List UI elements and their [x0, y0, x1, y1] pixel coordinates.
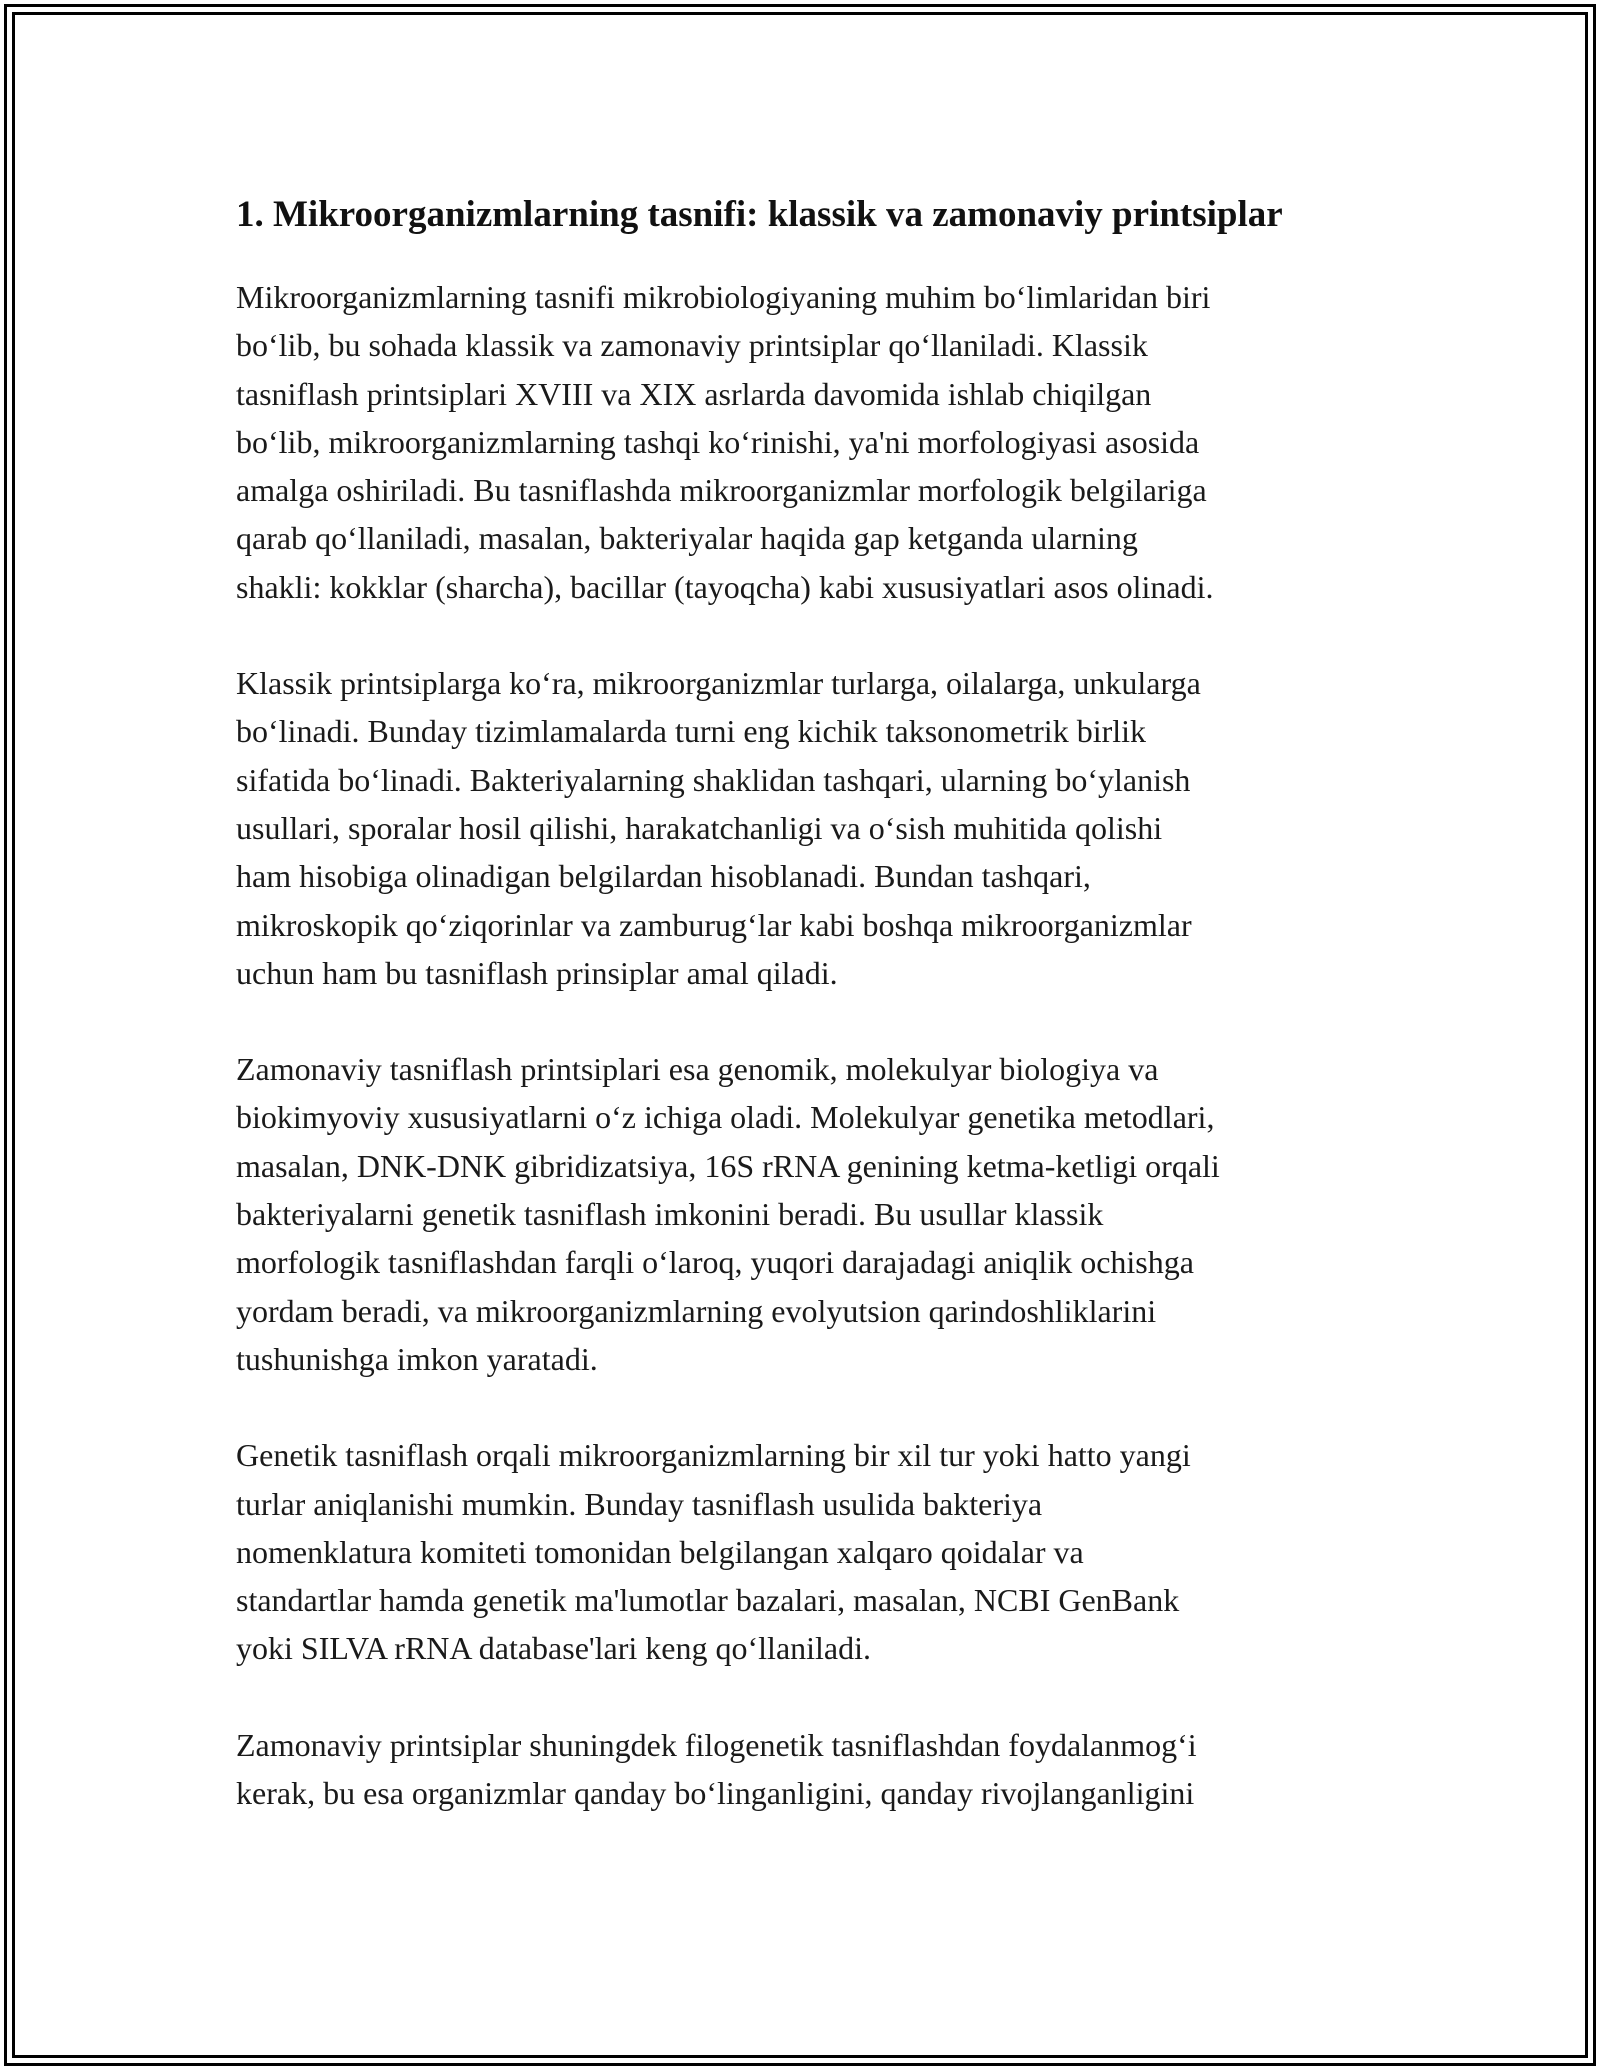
section-title: 1. Mikroorganizmlarning tasnifi: klassik va zamonaviy printsiplar: [236, 194, 1283, 235]
paragraph-5: Zamonaviy printsiplar shuningdek filogenetik tasniflashdan foydalanmog‘i kerak, bu esa organizmlar qanday bo‘linganligini, qanday rivojlanganligini: [236, 1726, 1197, 1812]
paragraph-4: Genetik tasniflash orqali mikroorganizmlarning bir xil tur yoki hatto yangi turlar aniqlanishi mumkin. Bunday tasniflash usulida bakteriya nomenklatura komiteti tomonidan belgilangan xalqaro qoidalar va standartlar hamda genetik ma'lumotlar bazalari, masalan, NCBI GenBank yoki SILVA rRNA database'lari keng qo‘llaniladi.: [236, 1437, 1191, 1667]
paragraph-3: Zamonaviy tasniflash printsiplari esa genomik, molekulyar biologiya va biokimyoviy xususiyatlarni o‘z ichiga oladi. Molekulyar genetika metodlari, masalan, DNK-DNK gibridizatsiya, 16S rRNA genining ketma-ketligi orqali bakteriyalarni genetik tasniflash imkonini beradi. Bu usullar klassik morfologik tasniflashdan farqli o‘laroq, yuqori darajadagi aniqlik ochishga yordam beradi, va mikroorganizmlarning evolyutsion qarindoshliklarini tushunishga imkon yaratadi.: [236, 1051, 1220, 1377]
paragraph-2: Klassik printsiplarga ko‘ra, mikroorganizmlar turlarga, oilalarga, unkularga bo‘linadi. Bunday tizimlamalarda turni eng kichik taksonometrik birlik sifatida bo‘linadi. Bakteriyalarning shaklidan tashqari, ularning bo‘ylanish usullari, sporalar hosil qilishi, harakatchanligi va o‘sish muhitida qolishi ham hisobiga olinadigan belgilardan hisoblanadi. Bundan tashqari, mikroskopik qo‘ziqorinlar va zamburug‘lar kabi boshqa mikroorganizmlar uchun ham bu tasniflash prinsiplar amal qiladi.: [236, 665, 1201, 991]
paragraph-1: Mikroorganizmlarning tasnifi mikrobiologiyaning muhim bo‘limlaridan biri bo‘lib, bu sohada klassik va zamonaviy printsiplar qo‘llaniladi. Klassik tasniflash printsiplari XVIII va XIX asrlarda davomida ishlab chiqilgan bo‘lib, mikroorganizmlarning tashqi ko‘rinishi, ya'ni morfologiyasi asosida amalga oshiriladi. Bu tasniflashda mikroorganizmlar morfologik belgilariga qarab qo‘llaniladi, masalan, bakteriyalar haqida gap ketganda ularning shakli: kokklar (sharcha), bacillar (tayoqcha) kabi xususiyatlari asos olinadi.: [236, 279, 1214, 605]
document-body: [236, 187, 1366, 1865]
